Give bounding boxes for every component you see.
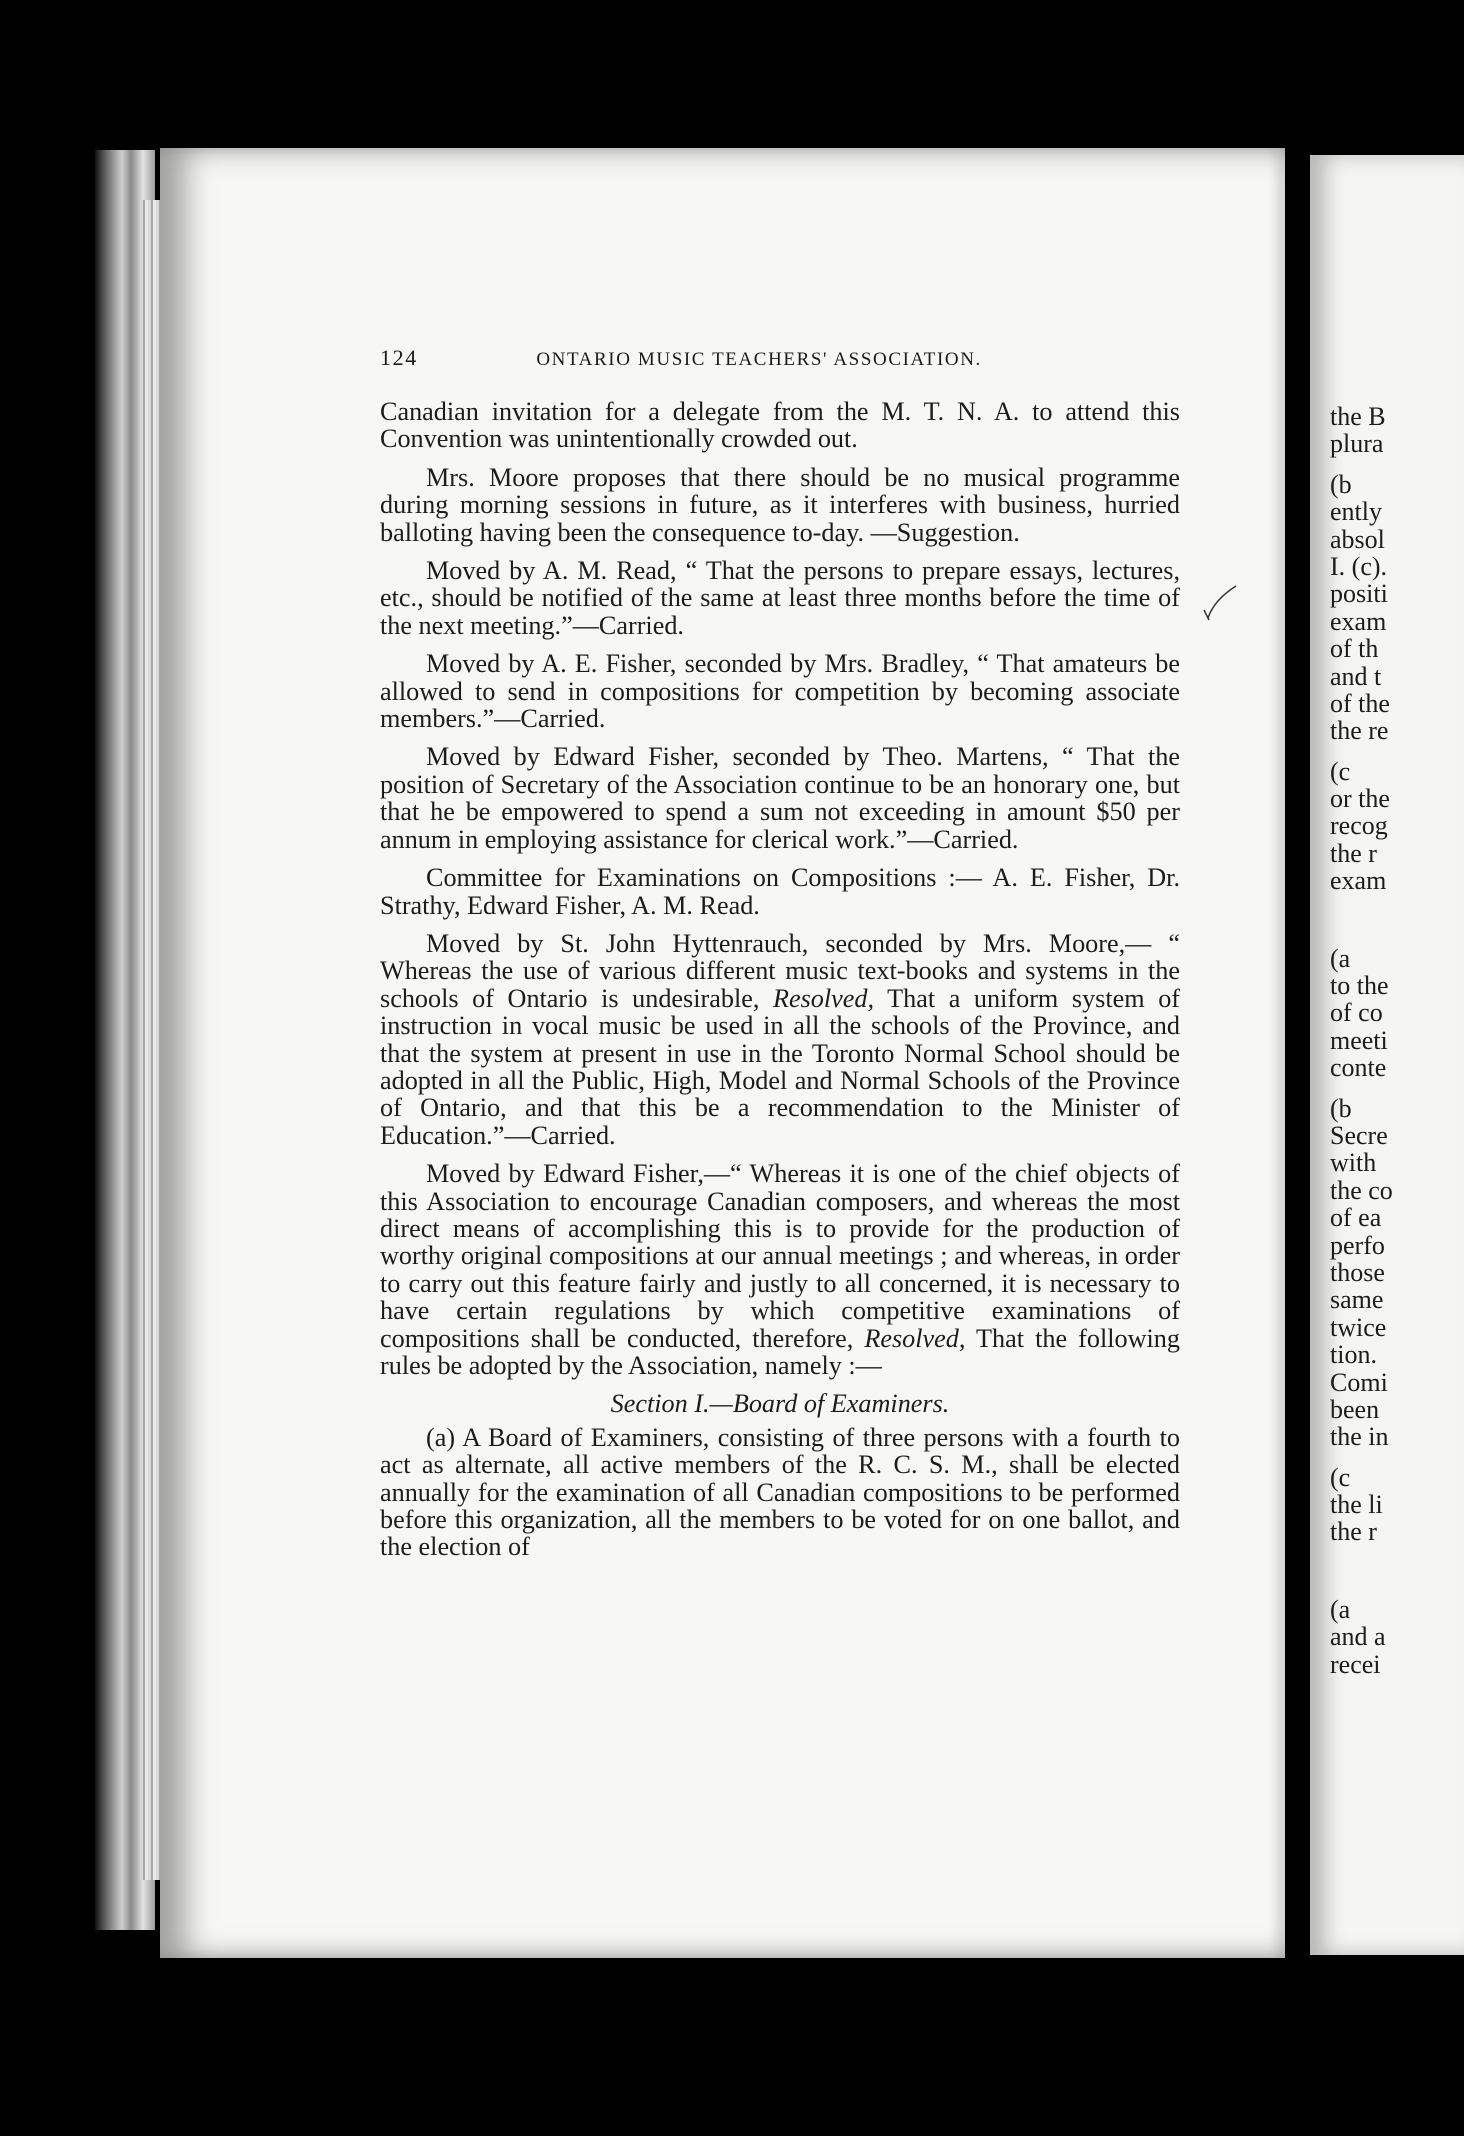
resolved-italic: Resolved, — [772, 983, 875, 1013]
paragraph-text: Moved by Edward Fisher,—“ Whereas it is one of the chief objects of this Association to encourage Canadian composers, and whereas the most direct means of accomplishing this is to provide for the production of worthy original compositions at our annual meetings ; and whereas, in order to carry out this feature fairly and justly to all concerned, it is necessary to have certain regulations by which competitive examinations of compositions shall be conducted, therefore, — [380, 1159, 1180, 1353]
resolved-italic: Resolved, — [864, 1323, 966, 1353]
right-line: (a — [1330, 1594, 1351, 1624]
right-line: the co — [1330, 1175, 1393, 1205]
right-line: and a — [1330, 1622, 1386, 1652]
right-line: of ea — [1330, 1203, 1382, 1233]
right-line: exam — [1330, 606, 1387, 636]
right-line: been — [1330, 1394, 1380, 1424]
right-line: I. (c). — [1330, 551, 1388, 581]
right-line: (b — [1330, 469, 1352, 499]
paragraph: Moved by Edward Fisher, seconded by Theo. Martens, “ That the position of Secretary of the Association continue to be an honorary one, but that he be empowered to spend a sum not exceeding in amount $50 per annum in employing assistance for clerical work.”—Carried. — [380, 742, 1180, 854]
right-gap — [1330, 895, 1464, 945]
right-line: recei — [1330, 1649, 1381, 1679]
right-line: or the — [1330, 784, 1390, 814]
right-line: to the — [1330, 971, 1389, 1001]
right-line: the in — [1330, 1422, 1389, 1452]
right-line: with — [1330, 1148, 1377, 1178]
paragraph: Mrs. Moore proposes that there should be no musical programme during morning sessions in future, as it interferes with business, hurried balloting having been the consequence to-day. —Suggestion. — [380, 462, 1180, 547]
right-line: the r — [1330, 838, 1377, 868]
right-line: Comi — [1330, 1367, 1388, 1397]
right-line: the li — [1330, 1490, 1383, 1520]
right-gap — [1330, 1451, 1464, 1464]
right-line: twice — [1330, 1312, 1387, 1342]
paragraph: Canadian invitation for a delegate from the M. T. N. A. to attend this Convention was unintentionally crowded out. — [380, 397, 1180, 454]
right-line: recog — [1330, 811, 1388, 841]
right-line: perfo — [1330, 1230, 1385, 1260]
right-line: positi — [1330, 579, 1388, 609]
right-line: (b — [1330, 1093, 1352, 1123]
right-page-top-spacer — [1330, 155, 1464, 403]
right-page-column — [1330, 155, 1464, 1678]
right-line: ently — [1330, 497, 1382, 527]
right-line: meeti — [1330, 1025, 1388, 1055]
pencil-checkmark — [1200, 580, 1240, 630]
paragraph-text: That a uniform system of instruction in vocal music be used in all the schools of the Province, and that the system at present in use in the Toronto Normal School should be adopted in all the Public, High, Model and Normal Schools of the Province of Ontario, and that this be a recommendation to the Minister of Education.”—Carried. — [380, 983, 1181, 1150]
book-gutter — [1285, 140, 1310, 1970]
right-line: plura — [1330, 429, 1384, 459]
right-line: of co — [1330, 998, 1383, 1028]
running-title: ONTARIO MUSIC TEACHERS' ASSOCIATION. — [536, 349, 982, 370]
right-line: (a — [1330, 943, 1351, 973]
paragraph: Moved by A. M. Read, “ That the persons to prepare essays, lectures, etc., should be notified of the same at least three months before the time of the next meeting.”—Carried. — [380, 556, 1180, 640]
body-text — [380, 398, 1180, 1572]
right-line: and t — [1330, 661, 1382, 691]
right-gap — [1330, 1082, 1464, 1095]
right-gap — [1330, 745, 1464, 758]
right-line: those — [1330, 1257, 1385, 1287]
paragraph — [380, 930, 1180, 1149]
right-page — [1310, 155, 1464, 1955]
right-gap — [1330, 458, 1464, 471]
page-number: 124 — [380, 345, 418, 370]
paragraph: (a) A Board of Examiners, consisting of three persons with a fourth to act as alternate, all active members of the R. C. S. M., shall be elected annually for the examination of all Canadian compositions to be performed before this organization, all the members to be voted for on one ballot, and the election of — [380, 1422, 1180, 1562]
page-header — [380, 345, 1180, 371]
right-gap — [1330, 1546, 1464, 1596]
section-heading: Section I.—Board of Examiners. — [610, 1389, 950, 1419]
right-line: exam — [1330, 866, 1387, 896]
right-line: the B — [1330, 402, 1386, 431]
right-line: (c — [1330, 756, 1351, 786]
right-line: the r — [1330, 1517, 1377, 1547]
right-line: absol — [1330, 524, 1385, 554]
right-line: the re — [1330, 716, 1389, 746]
right-line: tion. — [1330, 1340, 1377, 1370]
right-line: Secre — [1330, 1120, 1388, 1150]
right-line: of th — [1330, 634, 1379, 664]
paragraph — [380, 1160, 1180, 1379]
paragraph: Committee for Examinations on Compositions :— A. E. Fisher, Dr. Strathy, Edward Fisher, A. M. Read. — [380, 863, 1180, 920]
right-line: same — [1330, 1285, 1384, 1315]
right-line: conte — [1330, 1053, 1387, 1083]
right-line: of the — [1330, 688, 1390, 718]
paragraph: Moved by A. E. Fisher, seconded by Mrs. Bradley, “ That amateurs be allowed to send in compositions for competition by becoming associate members.”—Carried. — [380, 649, 1180, 734]
paragraph-text: That the following rules be adopted by the Association, namely :— — [380, 1323, 1180, 1380]
right-line: (c — [1330, 1462, 1351, 1492]
paragraph-text: Moved by St. John Hyttenrauch, seconded by Mrs. Moore,— “ Whereas the use of various different music text-books and systems in the schools of Ontario is undesirable, — [380, 928, 1180, 1013]
